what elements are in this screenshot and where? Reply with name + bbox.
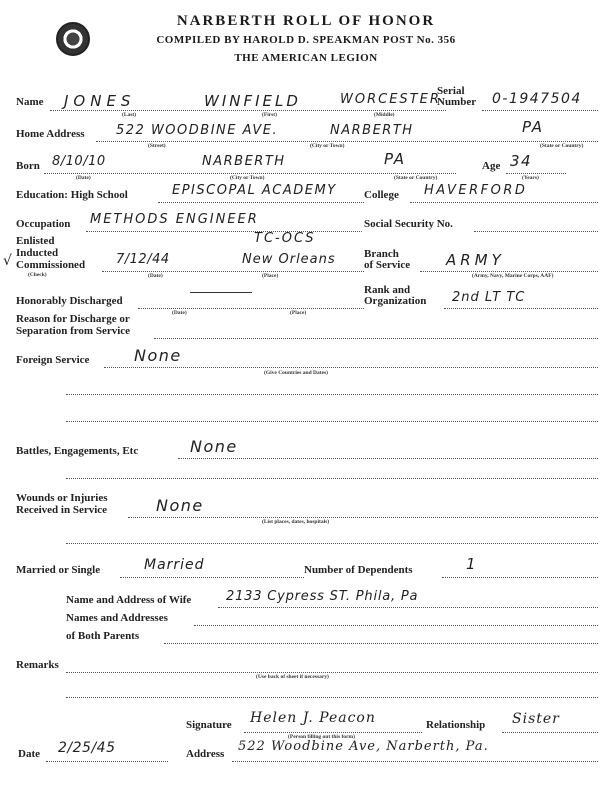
signature-value[interactable]: Helen J. Peacon bbox=[250, 710, 376, 726]
commissioned-label: Commissioned bbox=[16, 259, 86, 271]
enlisted-label: Enlisted bbox=[16, 235, 55, 247]
discharge-place-sublabel: (Place) bbox=[290, 310, 307, 316]
ssn-label: Social Security No. bbox=[364, 218, 453, 230]
age-value[interactable]: 34 bbox=[510, 152, 533, 170]
commissioned-check-mark[interactable]: √ bbox=[3, 253, 14, 269]
discharge-dash-mark bbox=[190, 292, 252, 293]
inducted-label: Inducted bbox=[16, 247, 59, 259]
wounds-line-2 bbox=[66, 543, 598, 544]
wife-value[interactable]: 2133 Cypress ST. Phila, Pa bbox=[226, 589, 419, 604]
compiled-by: COMPILED BY HAROLD D. SPEAKMAN POST No. 356 bbox=[156, 34, 456, 46]
address-label: Address bbox=[186, 748, 225, 760]
rank-line bbox=[444, 308, 598, 309]
born-date-value[interactable]: 8/10/10 bbox=[52, 154, 106, 169]
foreign-service-line-2 bbox=[66, 394, 598, 395]
reason-label-2: Separation from Service bbox=[16, 325, 131, 337]
address-line bbox=[232, 761, 598, 762]
dependents-label: Number of Dependents bbox=[304, 564, 413, 576]
last-name-value[interactable]: JONES bbox=[64, 92, 136, 110]
list-places-sublabel: (List places, dates, hospitals) bbox=[262, 519, 330, 525]
reason-line bbox=[154, 338, 598, 339]
battles-line-2 bbox=[66, 478, 598, 479]
name-line bbox=[50, 110, 446, 111]
occupation-line bbox=[86, 231, 362, 232]
college-value[interactable]: HAVERFORD bbox=[424, 183, 528, 198]
born-city-sublabel: (City or Town) bbox=[230, 175, 265, 181]
wounds-label-2: Received in Service bbox=[16, 504, 108, 516]
serial-label-top: Serial bbox=[437, 85, 465, 97]
organization: THE AMERICAN LEGION bbox=[234, 52, 378, 64]
foreign-service-label: Foreign Service bbox=[16, 354, 90, 366]
date-line bbox=[46, 761, 168, 762]
age-label: Age bbox=[482, 160, 501, 172]
branch-options-sublabel: (Army, Navy, Marine Corps, AAF) bbox=[472, 273, 554, 279]
first-name-value[interactable]: WINFIELD bbox=[204, 92, 301, 110]
battles-label: Battles, Engagements, Etc bbox=[16, 445, 139, 457]
street-value[interactable]: 522 WOODBINE AVE. bbox=[116, 123, 279, 138]
born-state-sublabel: (State or Country) bbox=[394, 175, 438, 181]
married-label: Married or Single bbox=[16, 564, 101, 576]
foreign-service-line-3 bbox=[66, 421, 598, 422]
state-sublabel: (State or Country) bbox=[540, 143, 584, 149]
signature-label: Signature bbox=[186, 719, 232, 731]
date-label: Date bbox=[18, 748, 40, 760]
use-back-sublabel: (Use back of sheet if necessary) bbox=[256, 674, 329, 680]
high-school-value[interactable]: EPISCOPAL ACADEMY bbox=[172, 183, 337, 198]
education-label: Education: High School bbox=[16, 189, 128, 201]
born-state-value[interactable]: PA bbox=[384, 150, 406, 168]
college-line bbox=[410, 202, 598, 203]
born-city-value[interactable]: NARBERTH bbox=[202, 154, 286, 169]
occupation-value[interactable]: METHODS ENGINEER bbox=[90, 212, 259, 227]
first-sublabel: (First) bbox=[262, 112, 277, 118]
rank-value[interactable]: 2nd LT TC bbox=[452, 290, 526, 305]
dependents-line bbox=[442, 577, 598, 578]
commission-place-sublabel: (Place) bbox=[262, 273, 279, 279]
person-filling-sublabel: (Person filling out this form) bbox=[288, 734, 355, 740]
foreign-service-line bbox=[104, 367, 598, 368]
discharge-date-sublabel: (Date) bbox=[172, 310, 187, 316]
remarks-line bbox=[66, 672, 598, 673]
discharge-line bbox=[138, 308, 364, 309]
wounds-line bbox=[128, 517, 598, 518]
occupation-label: Occupation bbox=[16, 218, 71, 230]
reason-label-1: Reason for Discharge or bbox=[16, 313, 130, 325]
dependents-value[interactable]: 1 bbox=[466, 555, 478, 573]
wife-label: Name and Address of Wife bbox=[66, 594, 192, 606]
relationship-label: Relationship bbox=[426, 719, 486, 731]
wounds-label-1: Wounds or Injuries bbox=[16, 492, 108, 504]
form-title: NARBERTH ROLL OF HONOR bbox=[176, 13, 436, 29]
college-label: College bbox=[364, 189, 399, 201]
commission-date-sublabel: (Date) bbox=[148, 273, 163, 279]
parents-line bbox=[194, 625, 598, 626]
married-line bbox=[120, 577, 304, 578]
middle-name-value[interactable]: WORCESTER bbox=[340, 92, 441, 107]
honorably-discharged-label: Honorably Discharged bbox=[16, 295, 123, 307]
relationship-value[interactable]: Sister bbox=[512, 711, 560, 727]
rank-label-top: Rank and bbox=[364, 284, 411, 296]
wife-line bbox=[218, 607, 598, 608]
address-value[interactable]: 522 Woodbine Ave, Narberth, Pa. bbox=[238, 739, 489, 754]
commission-note-value[interactable]: TC-OCS bbox=[254, 231, 316, 246]
commission-place-value[interactable]: New Orleans bbox=[242, 252, 336, 267]
parents-line-2 bbox=[164, 643, 598, 644]
street-sublabel: (Street) bbox=[148, 143, 166, 149]
married-value[interactable]: Married bbox=[144, 557, 205, 573]
wounds-value[interactable]: None bbox=[156, 496, 204, 515]
branch-value[interactable]: ARMY bbox=[446, 251, 505, 269]
middle-sublabel: (Middle) bbox=[374, 112, 395, 118]
age-line bbox=[506, 173, 566, 174]
remarks-line-2 bbox=[66, 697, 598, 698]
home-address-label: Home Address bbox=[16, 128, 85, 140]
ssn-line bbox=[474, 231, 598, 232]
home-address-line bbox=[96, 141, 598, 142]
born-label: Born bbox=[16, 160, 40, 172]
foreign-service-value[interactable]: None bbox=[134, 346, 182, 365]
born-line bbox=[44, 173, 456, 174]
give-countries-sublabel: (Give Countries and Dates) bbox=[264, 370, 329, 376]
remarks-label: Remarks bbox=[16, 659, 59, 671]
last-sublabel: (Last) bbox=[122, 112, 137, 118]
serial-label-bottom: Number bbox=[437, 96, 477, 108]
high-school-line bbox=[158, 202, 364, 203]
born-date-sublabel: (Date) bbox=[76, 175, 91, 181]
rank-label-bottom: Organization bbox=[364, 295, 427, 307]
branch-label-top: Branch bbox=[364, 248, 399, 260]
parents-label-2: of Both Parents bbox=[66, 630, 140, 642]
city-sublabel: (City or Town) bbox=[310, 143, 345, 149]
city-value[interactable]: NARBERTH bbox=[330, 123, 414, 138]
branch-label-bottom: of Service bbox=[364, 259, 411, 271]
check-sublabel: (Check) bbox=[28, 272, 47, 278]
battles-value[interactable]: None bbox=[190, 437, 238, 456]
years-sublabel: (Years) bbox=[522, 175, 539, 181]
relationship-line bbox=[502, 732, 598, 733]
serial-number-value[interactable]: 0-1947504 bbox=[492, 91, 582, 107]
name-label: Name bbox=[16, 96, 44, 108]
battles-line bbox=[178, 458, 598, 459]
signature-line bbox=[244, 732, 422, 733]
date-value[interactable]: 2/25/45 bbox=[58, 740, 116, 756]
commission-date-value[interactable]: 7/12/44 bbox=[116, 252, 170, 267]
parents-label-1: Names and Addresses bbox=[66, 612, 168, 624]
state-value[interactable]: PA bbox=[522, 118, 544, 136]
branch-line bbox=[420, 271, 598, 272]
commission-line bbox=[102, 271, 364, 272]
serial-line bbox=[482, 110, 598, 111]
